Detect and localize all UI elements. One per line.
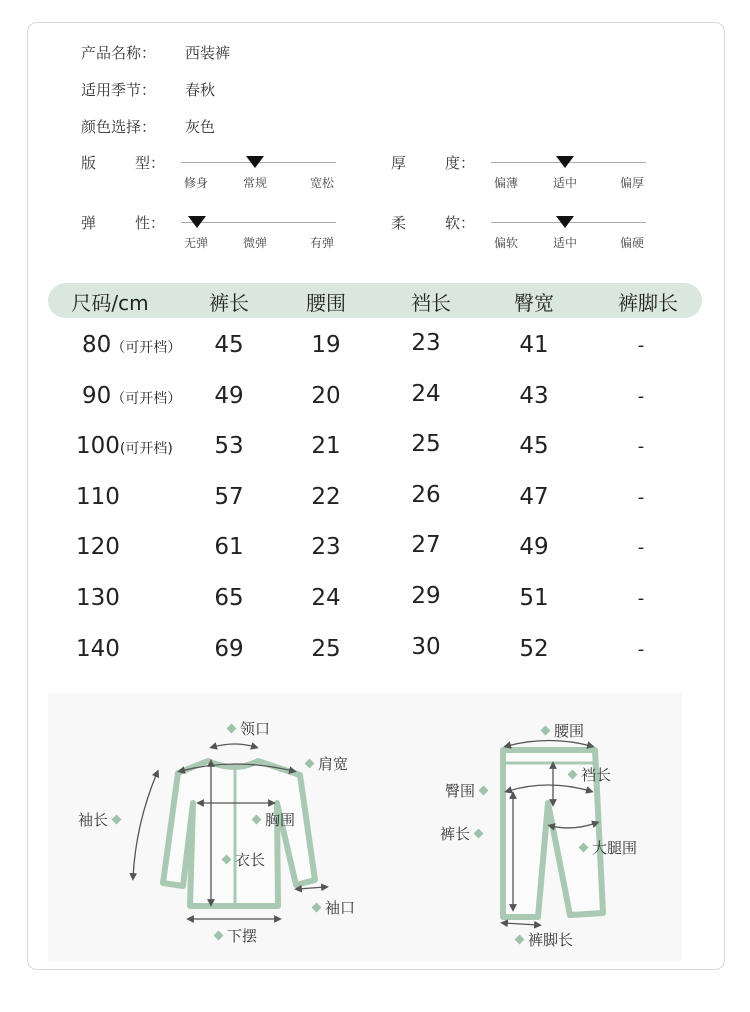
label-length: 衣长 [218, 849, 265, 870]
hip-cell: 51 [519, 585, 549, 611]
size-cell [76, 636, 120, 662]
style-scale-marker [246, 156, 264, 168]
softness-option-medium: 适中 [552, 236, 578, 250]
season-row [81, 79, 215, 100]
softness-scale-marker [556, 216, 574, 228]
color-row [81, 116, 215, 137]
pants-length-cell: 61 [214, 534, 244, 560]
label-thigh: 大腿围 [575, 837, 637, 858]
rise-cell: 29 [411, 583, 441, 609]
waist-cell: 25 [311, 636, 341, 662]
size-note: （可开档） [111, 340, 182, 356]
size-value: 110 [76, 484, 120, 510]
label-sleeve: 袖长 [78, 809, 125, 830]
label-rise: 裆长 [564, 764, 611, 785]
label-hip: 臀围 [445, 780, 492, 801]
jacket-icon [163, 761, 315, 906]
size-cell [76, 585, 120, 611]
waist-cell: 23 [311, 534, 341, 560]
leg-opening-cell: - [637, 537, 645, 558]
size-value: 120 [76, 534, 120, 560]
size-value: 90 [82, 383, 112, 409]
elasticity-scale: 弹 性： 无弹 微弹 有弹 [81, 214, 335, 250]
size-value: 140 [76, 636, 120, 662]
softness-scale: 柔 软： 偏软 适中 偏硬 [391, 214, 645, 250]
pants-length-cell: 69 [214, 636, 244, 662]
hip-cell: 41 [519, 332, 549, 358]
season-value: 春秋 [185, 81, 216, 99]
hip-cell: 49 [519, 534, 549, 560]
label-pants-length: 裤长 [440, 823, 487, 844]
size-cell [82, 332, 181, 358]
header-rise: 裆长 [411, 291, 451, 315]
waist-cell: 21 [311, 433, 341, 459]
pants-length-cell: 57 [214, 484, 244, 510]
rise-cell: 24 [411, 381, 441, 407]
thickness-option-thin: 偏薄 [493, 176, 519, 190]
label-hem: 下摆 [210, 925, 257, 946]
hip-cell: 45 [519, 433, 549, 459]
label-waist: 腰围 [537, 720, 584, 741]
waist-cell: 20 [311, 383, 341, 409]
hip-cell: 43 [519, 383, 549, 409]
label-cuff: 袖口 [308, 897, 355, 918]
hip-cell: 47 [519, 484, 549, 510]
size-cell [82, 383, 181, 409]
style-scale: 版 型： 修身 常规 宽松 [81, 154, 335, 190]
leg-opening-cell: - [637, 639, 645, 660]
header-hip: 臀宽 [514, 291, 554, 315]
color-label: 颜色选择： [81, 118, 157, 136]
header-leg-opening: 裤脚长 [618, 291, 678, 315]
size-note: （可开档） [111, 391, 182, 407]
pants-length-cell: 49 [214, 383, 244, 409]
product-name-value: 西装裤 [185, 44, 231, 62]
leg-opening-cell: - [637, 588, 645, 609]
garment-diagram [48, 693, 682, 961]
elasticity-option-slight: 微弹 [242, 236, 268, 250]
leg-opening-cell: - [637, 335, 645, 356]
waist-cell: 22 [311, 484, 341, 510]
waist-cell: 24 [311, 585, 341, 611]
pants-length-cell: 45 [214, 332, 244, 358]
size-value: 130 [76, 585, 120, 611]
label-leg-opening: 裤脚长 [511, 929, 573, 950]
season-label: 适用季节： [81, 81, 157, 99]
elasticity-option-none: 无弹 [183, 236, 209, 250]
size-cell [76, 433, 173, 459]
style-option-fitted: 修身 [183, 176, 209, 190]
thickness-scale-marker [556, 156, 574, 168]
size-note: (可开档) [119, 441, 173, 457]
size-cell [76, 484, 120, 510]
label-shoulder: 肩宽 [301, 753, 348, 774]
softness-option-stiff: 偏硬 [619, 236, 645, 250]
thickness-option-thick: 偏厚 [619, 176, 645, 190]
style-option-regular: 常规 [242, 176, 268, 190]
color-value: 灰色 [185, 118, 216, 136]
size-cell [76, 534, 120, 560]
rise-cell: 25 [411, 431, 441, 457]
rise-cell: 26 [411, 482, 441, 508]
size-value: 100 [76, 433, 120, 459]
product-name-label: 产品名称： [81, 44, 157, 62]
product-name-row [81, 42, 230, 63]
header-pants-length: 裤长 [209, 291, 249, 315]
rise-cell: 23 [411, 330, 441, 356]
hip-cell: 52 [519, 636, 549, 662]
pants-length-cell: 65 [214, 585, 244, 611]
rise-cell: 27 [411, 532, 441, 558]
thickness-scale: 厚 度： 偏薄 适中 偏厚 [391, 154, 645, 190]
thickness-option-medium: 适中 [552, 176, 578, 190]
softness-option-soft: 偏软 [493, 236, 519, 250]
size-value: 80 [82, 332, 112, 358]
rise-cell: 30 [411, 634, 441, 660]
elasticity-option-stretch: 有弹 [309, 236, 335, 250]
header-waist: 腰围 [306, 291, 346, 315]
leg-opening-cell: - [637, 386, 645, 407]
label-chest: 胸围 [248, 809, 295, 830]
elasticity-scale-marker [188, 216, 206, 228]
measurement-diagrams [48, 693, 682, 961]
waist-cell: 19 [311, 332, 341, 358]
leg-opening-cell: - [637, 436, 645, 457]
style-option-loose: 宽松 [309, 176, 335, 190]
pants-length-cell: 53 [214, 433, 244, 459]
leg-opening-cell: - [637, 487, 645, 508]
header-size: 尺码/cm [71, 291, 149, 315]
label-collar: 领口 [223, 718, 270, 739]
